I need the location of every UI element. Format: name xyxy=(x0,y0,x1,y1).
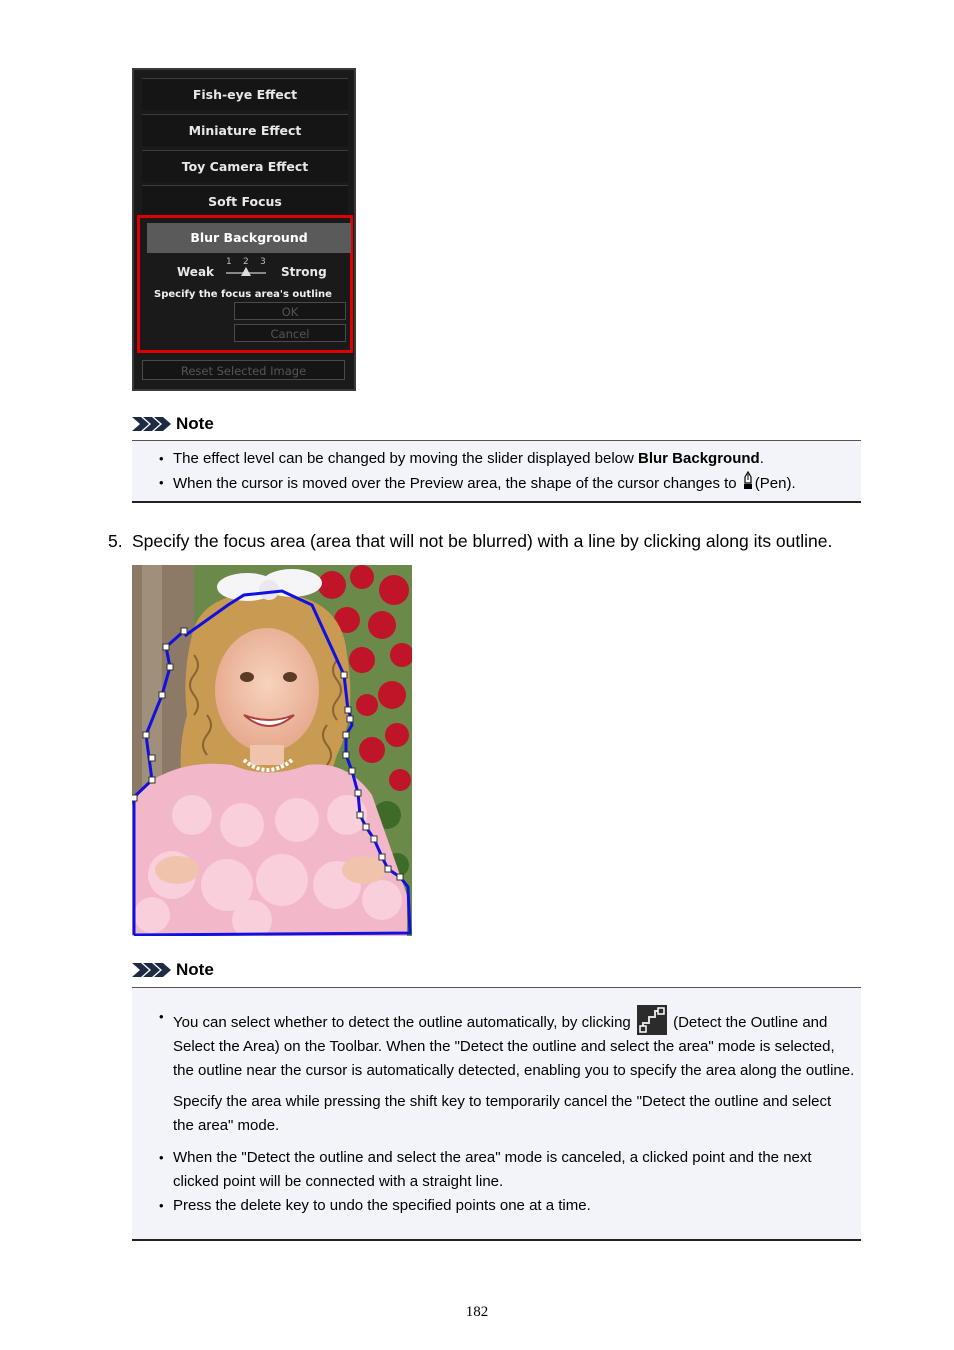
tick-3: 3 xyxy=(260,257,266,267)
blur-background-button[interactable]: Blur Background xyxy=(147,223,351,253)
page-number: 182 xyxy=(465,1304,489,1320)
cancel-button[interactable]: Cancel xyxy=(234,324,346,342)
blur-background-term: Blur Background xyxy=(638,450,760,467)
note-title: Note xyxy=(176,414,214,433)
pen-icon xyxy=(741,471,755,491)
list-item-note: Specify the area while pressing the shift key to temporarily cancel the "Detect the outline and select the area" mode. xyxy=(173,1093,832,1134)
weak-label: Weak xyxy=(177,265,215,279)
list-item: • The effect level can be changed by moving the slider displayed below Blur Background. xyxy=(132,447,861,471)
note-box xyxy=(132,987,861,1241)
strong-label: Strong xyxy=(281,265,327,279)
list-item: • When the cursor is moved over the Preview area, the shape of the cursor changes to (Pen). xyxy=(132,471,861,496)
effects-panel xyxy=(132,68,356,391)
slider-thumb[interactable] xyxy=(241,267,251,276)
list-item: • When the "Detect the outline and select the area" mode is canceled, a clicked point and the next clicked point will be connected with a straight line. xyxy=(132,1146,861,1194)
note-header xyxy=(132,414,214,434)
tick-2: 2 xyxy=(243,257,249,267)
tick-1: 1 xyxy=(226,257,232,267)
ok-button[interactable]: OK xyxy=(234,302,346,320)
focus-area-hint: Specify the focus area's outline xyxy=(154,289,332,300)
step-text: Specify the focus area (area that will not be blurred) with a line by clicking along its outline. xyxy=(132,531,833,551)
double-chevron-icon xyxy=(132,962,172,978)
note-title: Note xyxy=(176,960,214,979)
note-box xyxy=(132,440,861,503)
reset-selected-image-button[interactable]: Reset Selected Image xyxy=(142,360,345,380)
miniature-effect-button[interactable]: Miniature Effect xyxy=(142,114,348,146)
fisheye-effect-button[interactable]: Fish-eye Effect xyxy=(142,78,348,110)
girl-photo-preview xyxy=(132,565,412,936)
list-item: • Press the delete key to undo the specified points one at a time. xyxy=(132,1194,861,1218)
list-item: • You can select whether to detect the outline automatically, by clicking (Detect the Outline and Select the Area) on the Toolbar. When the "Detect the outline and select the area" mode is selected, the outline near the cursor is automatically detected, enabling you to specify the area along the outline. xyxy=(132,1005,861,1083)
step-number: 5. xyxy=(108,531,123,551)
step-5 xyxy=(108,529,832,553)
double-chevron-icon xyxy=(132,416,172,432)
note-header xyxy=(132,960,214,980)
toy-camera-effect-button[interactable]: Toy Camera Effect xyxy=(142,150,348,182)
blur-background-highlight xyxy=(137,215,353,353)
detect-outline-icon xyxy=(637,1005,667,1035)
soft-focus-button[interactable]: Soft Focus xyxy=(142,185,348,217)
